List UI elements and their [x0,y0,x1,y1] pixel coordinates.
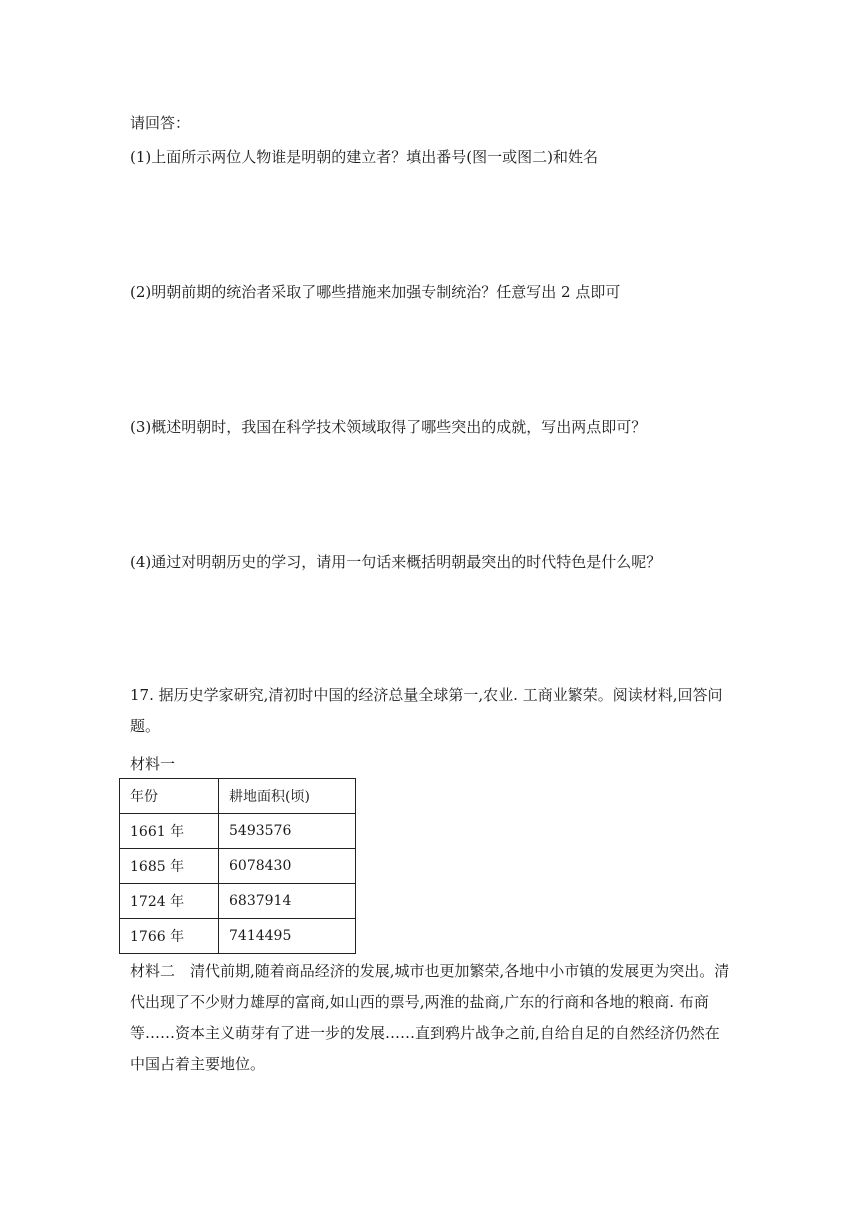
table-row [120,849,356,884]
table-cell-year: 1685 年 [120,849,219,884]
question-3: (3)概述明朝时，我国在科学技术领域取得了哪些突出的成就，写出两点即可？ [130,418,647,436]
question-17-intro: 17. 据历史学家研究,清初时中国的经济总量全球第一,农业. 工商业繁荣。阅读材料,回答问题。 [130,686,723,735]
table-row [120,884,356,919]
question-1: (1)上面所示两位人物谁是明朝的建立者？填出番号(图一或图二)和姓名 [130,148,598,166]
table-cell-year: 1724 年 [120,884,219,919]
table-row [120,814,356,849]
material-2-text: 材料二 清代前期,随着商品经济的发展,城市也更加繁荣,各地中小市镇的发展更为突出。清代出现了不少财力雄厚的富商,如山西的票号,两淮的盐商,广东的行商和各地的粮商. 布商等……资本主义萌芽有了进一步的发展……直到鸦片战争之前,自给自足的自然经济仍然在中国占着主要地位。 [130,962,730,1073]
table-header-area: 耕地面积(顷) [219,779,356,814]
table-cell-year: 1661 年 [120,814,219,849]
table-cell-area: 6078430 [219,849,356,884]
farmland-table [119,778,356,954]
material-1-label: 材料一 [130,755,176,773]
table-cell-year: 1766 年 [120,919,219,954]
table-header-row [120,779,356,814]
question-2: (2)明朝前期的统治者采取了哪些措施来加强专制统治？任意写出 2 点即可 [130,283,621,301]
table-cell-area: 6837914 [219,884,356,919]
table-cell-area: 7414495 [219,919,356,954]
answer-prompt: 请回答： [130,114,191,132]
table-row [120,919,356,954]
table-header-year: 年份 [120,779,219,814]
question-4: (4)通过对明朝历史的学习，请用一句话来概括明朝最突出的时代特色是什么呢？ [130,553,662,571]
table-cell-area: 5493576 [219,814,356,849]
